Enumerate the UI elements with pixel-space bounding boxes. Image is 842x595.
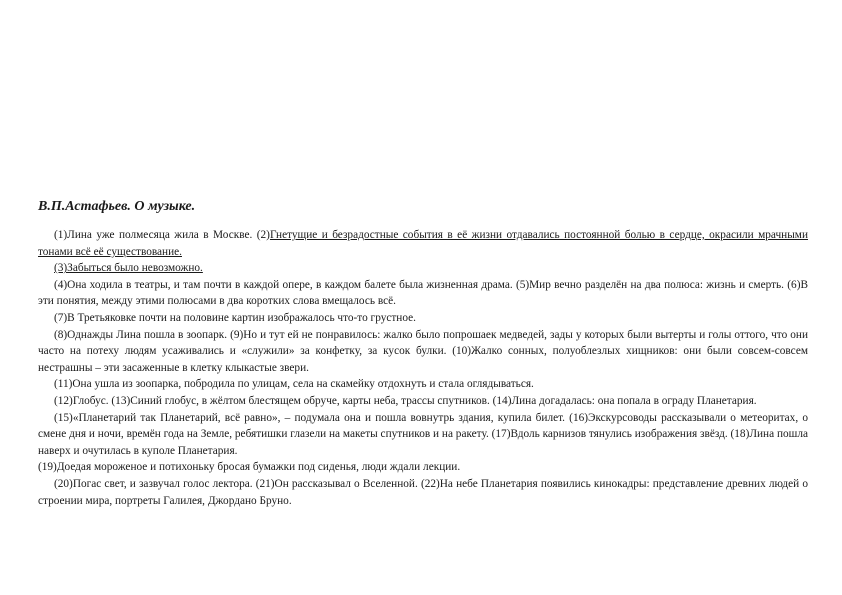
paragraph [38, 376, 808, 393]
document-page [38, 199, 808, 509]
paragraph-text: (7)В Третьяковке почти на половине картин изображалось что-то грустное. [54, 311, 416, 324]
paragraph [38, 327, 808, 377]
paragraph [38, 277, 808, 310]
paragraph [38, 227, 808, 260]
underlined-text: Гнетущие и безрадостные события в её жизни отдавались постоянной болью в сердце, окрасили мрачными тонами всё её существование. [38, 229, 809, 258]
paragraph [38, 459, 808, 476]
document-title: В.П.Астафьев. О музыке. [38, 199, 196, 214]
paragraph-text: (8)Однажды Лина пошла в зоопарк. (9)Но и тут ей не понравилось: жалко было попрошаек медведей, зады у которых были вытерты и голы оттого, что они часто на потеху людям усаживались и «служили» за конфетку, за кусок булки. (10)Жалко сонных, полуоблезлых хищников: они были совсем-совсем нестрашны – эти засаженные в клетку клыкастые звери. [38, 328, 808, 374]
paragraph-text: (19)Доедая мороженое и потихоньку бросая бумажки под сиденья, люди ждали лекции. [38, 461, 461, 474]
paragraph-text: (20)Погас свет, и зазвучал голос лектора. (21)Он рассказывал о Вселенной. (22)На небе Планетария появились кинокадры: представление древних людей о строении мира, портреты Галилея, Джордано Бруно. [38, 477, 808, 507]
paragraph-text: (12)Глобус. (13)Синий глобус, в жёлтом блестящем обруче, карты неба, трассы спутников. (14)Лина догадалась: она попала в ограду Планетария. [54, 394, 757, 407]
paragraph-text: (11)Она ушла из зоопарка, побродила по улицам, села на скамейку отдохнуть и стала оглядываться. [54, 378, 534, 391]
paragraph [38, 393, 808, 410]
paragraph [38, 260, 808, 277]
paragraph [38, 476, 808, 509]
underlined-text: (3)Забыться было невозможно. [54, 262, 203, 275]
paragraph [38, 310, 808, 327]
paragraph-text: (15)«Планетарий так Планетарий, всё равно», – подумала она и пошла вовнутрь здания, купила билет. (16)Экскурсоводы рассказывали о метеоритах, о смене дня и ночи, времён года на Земле, ребятишки глазели на макеты спутников и на ракету. (17)Вдоль карнизов тянулись изображения звёзд. (18)Лина пошла наверх и очутилась в куполе Планетария. [38, 411, 808, 457]
document-body [38, 227, 808, 509]
paragraph-text: (1)Лина уже полмесяца жила в Москве. (2) [54, 229, 270, 241]
paragraph [38, 410, 808, 460]
paragraph-text: (4)Она ходила в театры, и там почти в каждой опере, в каждом балете была жизненная драма. (5)Мир вечно разделён на два полюса: жизнь и смерть. (6)В эти понятия, между этими полюсами в два коротких слова вмещалось всё. [38, 278, 808, 308]
